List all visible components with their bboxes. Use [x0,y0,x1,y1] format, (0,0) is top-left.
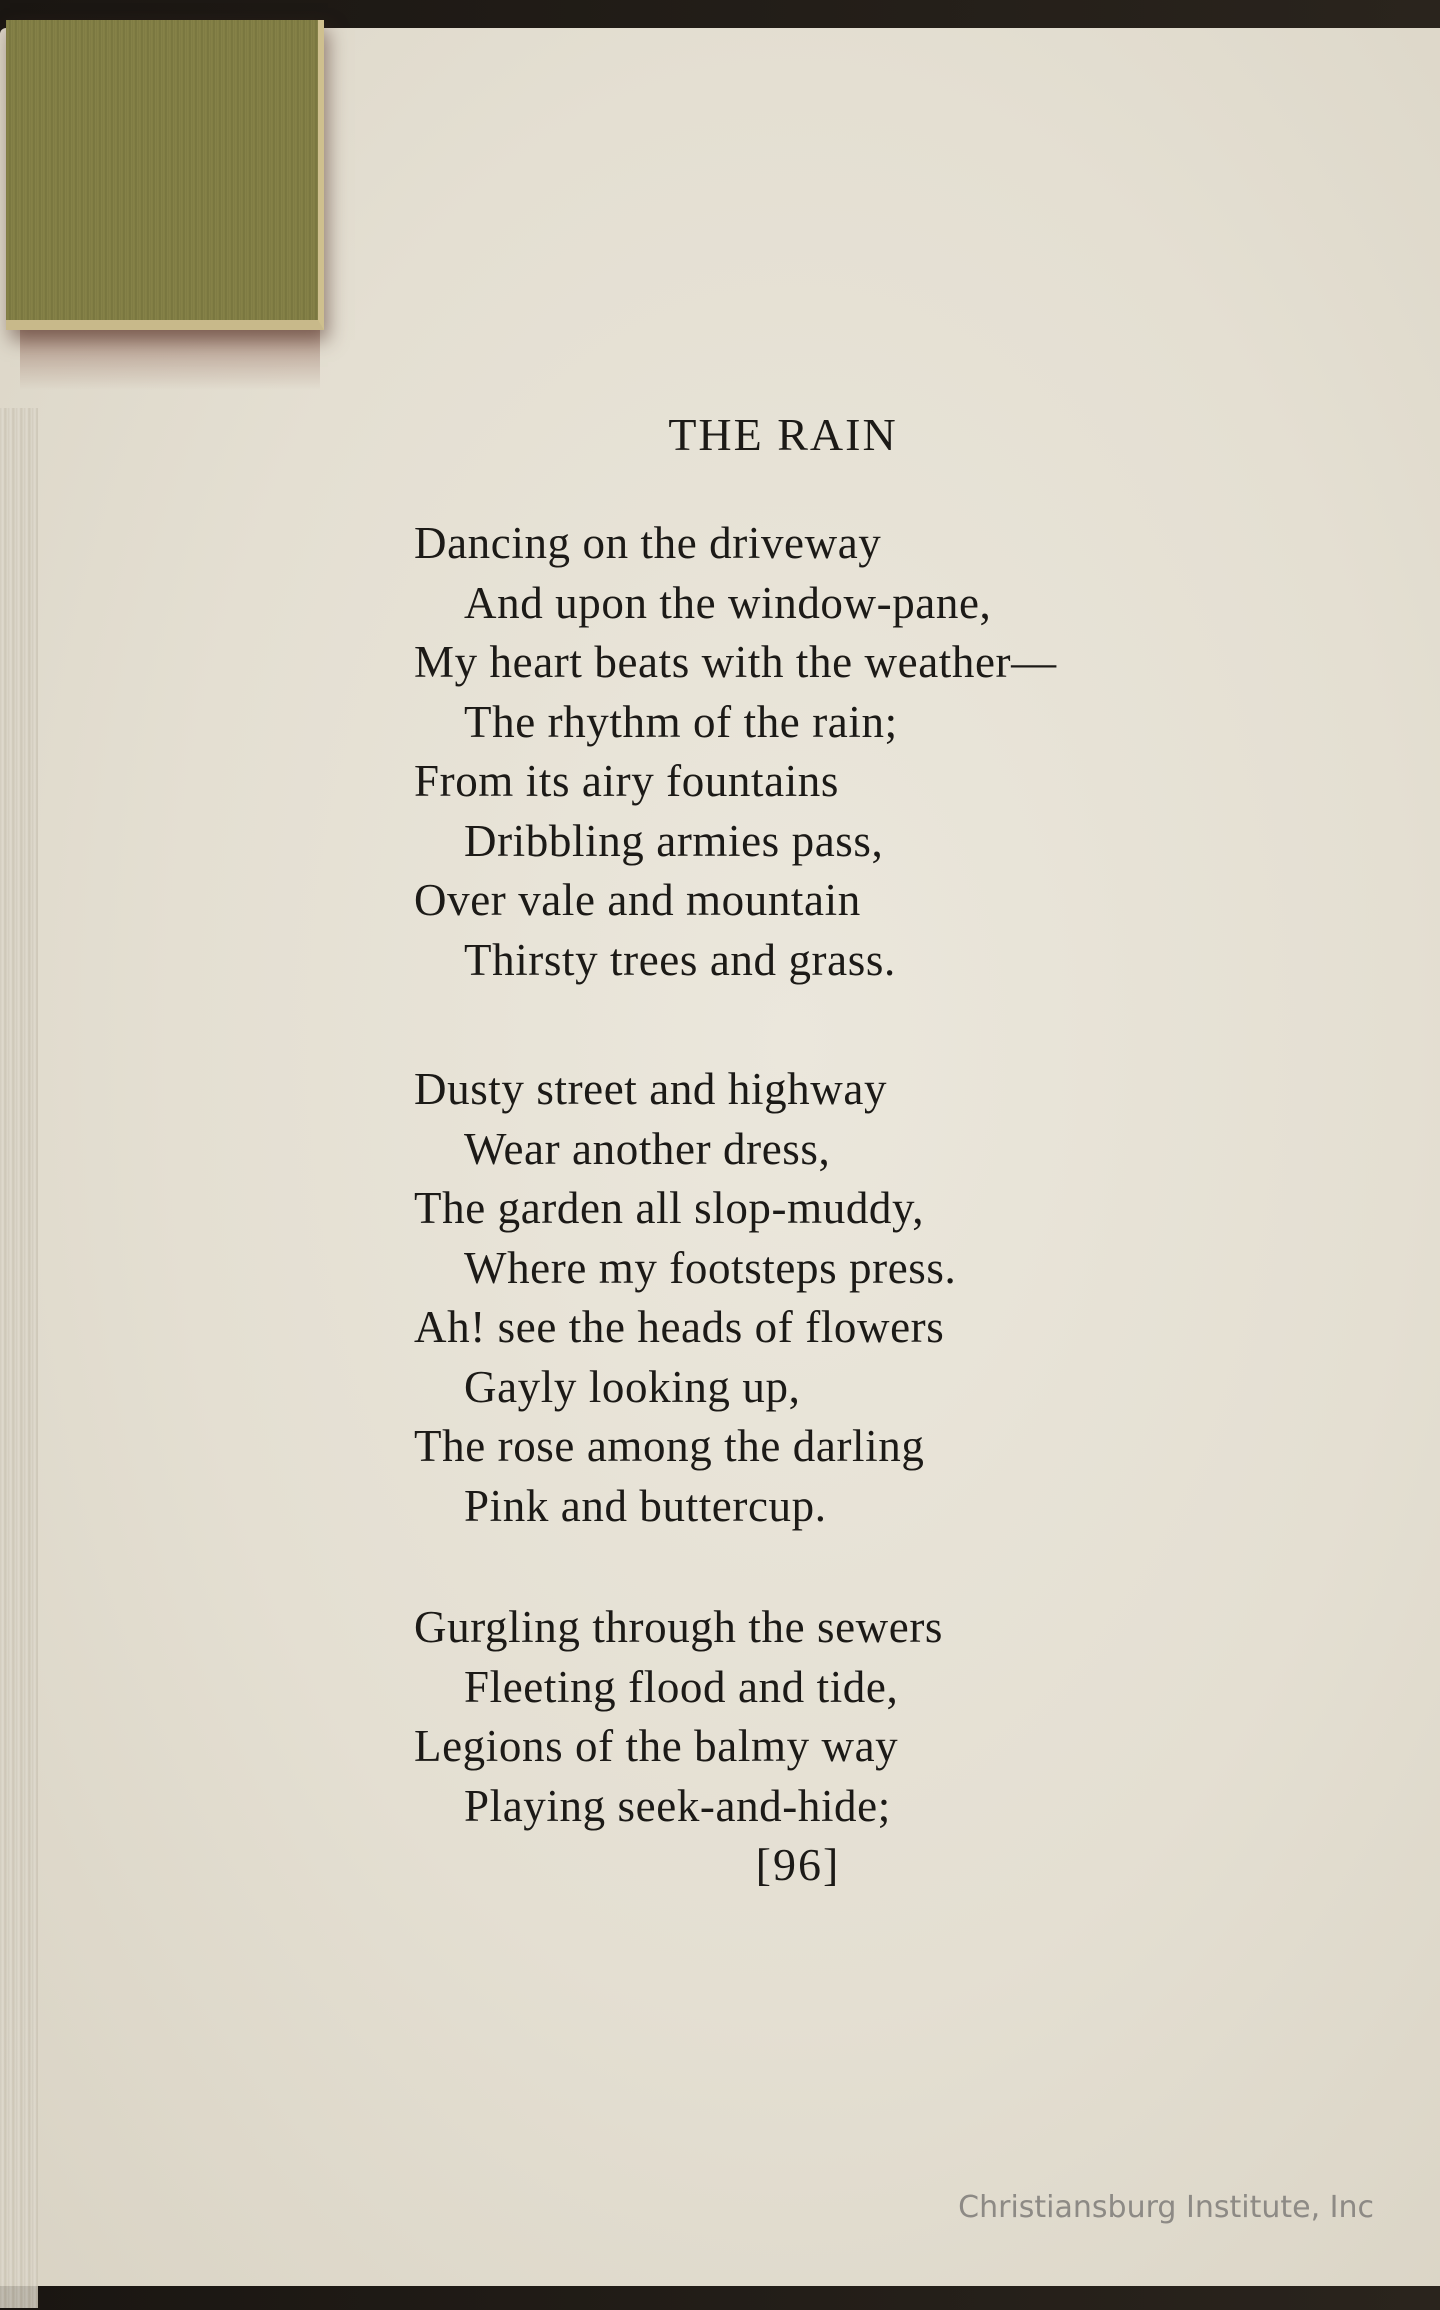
stanza-1 [414,514,1057,990]
poem-line: Gayly looking up, [464,1361,801,1412]
page-edge [0,408,38,2308]
stanza-3 [414,1598,943,1836]
poem-line: Fleeting flood and tide, [464,1661,899,1712]
poem-line: The rhythm of the rain; [464,696,898,747]
poem-line: And upon the window-pane, [464,577,992,628]
poem-line: Gurgling through the sewers [414,1602,944,1652]
bookmark-shadow [20,320,320,390]
poem-line: Ah! see the heads of flowers [414,1302,945,1352]
poem-line: Playing seek-and-hide; [464,1780,891,1831]
poem-line: The rose among the darling [414,1421,925,1471]
poem-line: Over vale and mountain [414,875,861,925]
page-number: [96] [755,1839,841,1890]
poem-line: The garden all slop-muddy, [414,1183,925,1233]
bookmark-tab [6,20,324,330]
poem-line: Wear another dress, [464,1123,831,1174]
poem-line: Dusty street and highway [414,1064,888,1114]
poem-title: THE RAIN [668,409,898,460]
poem-line: Thirsty trees and grass. [464,934,896,985]
watermark: Christiansburg Institute, Inc [958,2190,1374,2225]
poem-line: From its airy fountains [414,756,840,806]
poem-line: Dancing on the driveway [414,518,882,568]
poem-line: Pink and buttercup. [464,1480,827,1531]
poem-line: My heart beats with the weather— [414,637,1057,687]
poem-line: Legions of the balmy way [414,1721,899,1771]
stanza-2 [414,1060,956,1536]
poem-line: Dribbling armies pass, [464,815,884,866]
poem-line: Where my footsteps press. [464,1242,957,1293]
